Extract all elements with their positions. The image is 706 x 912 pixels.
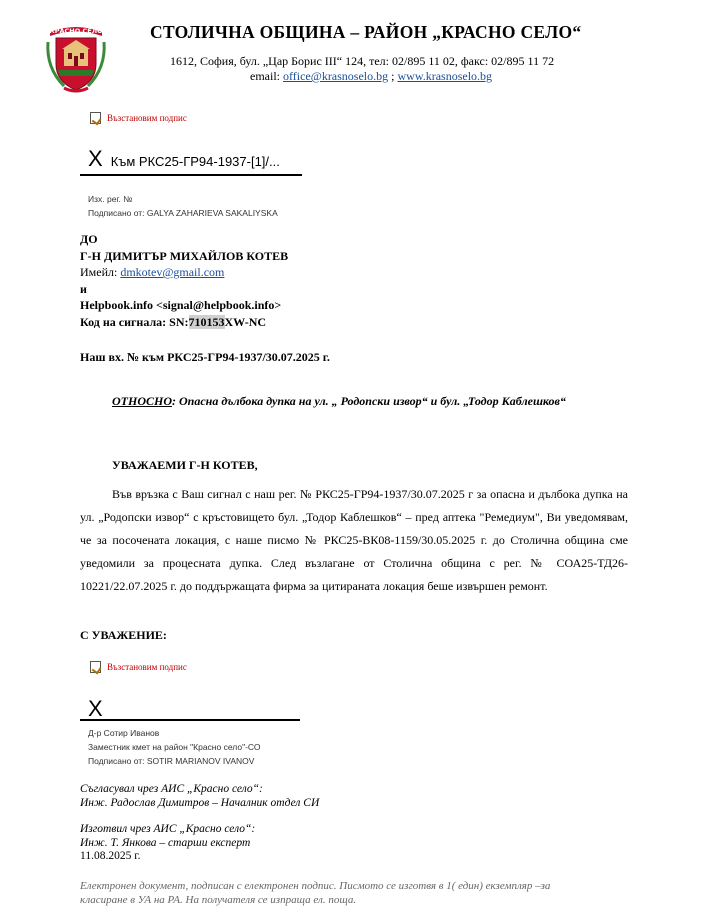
- restorable-signature-2[interactable]: [90, 661, 187, 673]
- contact-separator: ;: [388, 69, 398, 83]
- signature-reference: Към РКС25-ГР94-1937-[1]/...: [110, 154, 280, 169]
- restorable-signature-label: Възстановим подпис: [107, 662, 187, 672]
- organization-title: СТОЛИЧНА ОБЩИНА – РАЙОН „КРАСНО СЕЛО“: [150, 22, 582, 42]
- signal-code: [80, 314, 288, 331]
- signed-by-2: Подписано от: SOTIR MARIANOV IVANOV: [88, 756, 255, 766]
- recipient-block: [80, 231, 288, 330]
- website-link[interactable]: www.krasnoselo.bg: [397, 69, 493, 83]
- subject-text: : Опасна дълбока дупка на ул. „ Родопски извор“ и бул. „Тодор Каблешков“: [172, 394, 566, 408]
- email-prefix: email:: [250, 69, 283, 83]
- footer-note: Електронен документ, подписан с електронен подпис. Писмото се изготвя в 1( един) екземпляр –за класиране в УА на РА. На получателя се изпраща ел. поща.: [80, 880, 551, 906]
- organization-contacts: [250, 69, 492, 84]
- letter-body: Във връзка с Ваш сигнал с наш рег. № РКС25-ГР94-1937/30.07.2025 г за опасна и дълбока дупка на ул. „Родопски извор“ с кръстовището бул. „Тодор Каблешков“ – пред аптека "Ремедиум", Ви уведомявам, че за посочената локация, с наше писмо № РКС25-ВК08-1159/30.05.2025 г. до Столична община сме уведомили за процесната дупка. След възлагане от Столична община с рег. № СОА25-ТД26-10221/22.07.2025 г. до поддържащата фирма за цитираната локация беше извършен ремонт.: [80, 487, 628, 593]
- office-email-link[interactable]: office@krasnoselo.bg: [283, 69, 389, 83]
- signer-name: Д-р Сотир Иванов: [88, 728, 160, 738]
- closing: С УВАЖЕНИЕ:: [80, 628, 167, 642]
- signer-position: Заместник кмет на район "Красно село"-СО: [88, 742, 261, 752]
- recipient-and: и: [80, 281, 87, 296]
- agreed-line-2: Инж. Радослав Димитров – Началник отдел СИ: [80, 797, 320, 809]
- outgoing-reg-label: Изх. рег. №: [88, 194, 133, 204]
- district-crest-logo: [44, 20, 108, 94]
- recipient-email-link[interactable]: dmkotev@gmail.com: [120, 265, 225, 279]
- recipient-email-label: Имейл:: [80, 265, 121, 279]
- signature-icon: [90, 661, 101, 673]
- organization-address: 1612, София, бул. „Цар Борис III“ 124, тел: 02/895 11 02, факс: 02/895 11 72: [170, 54, 555, 68]
- signal-code-label: Код на сигнала: SN:: [80, 314, 189, 329]
- signature-x-mark: X: [88, 696, 103, 721]
- signed-by-1: Подписано от: GALYA ZAHARIEVA SAKALIYSKA: [88, 208, 278, 218]
- agreed-line-1: Съгласувал чрез АИС „Красно село“:: [80, 783, 263, 795]
- prepared-line-2: Инж. Т. Янкова – старши експерт: [80, 836, 251, 849]
- restorable-signature-1[interactable]: [90, 112, 187, 124]
- recipient-to: ДО: [80, 232, 98, 246]
- agreed-block: [80, 782, 319, 810]
- restorable-signature-label: Възстановим подпис: [107, 113, 187, 123]
- signature-line-2: [80, 719, 300, 721]
- salutation: УВАЖАЕМИ Г-Н КОТЕВ,: [112, 458, 258, 472]
- subject-label: ОТНОСНО: [112, 394, 172, 408]
- recipient-name: Г-Н ДИМИТЪР МИХАЙЛОВ КОТЕВ: [80, 248, 289, 263]
- recipient-helpbook: Helpbook.info <signal@helpbook.info>: [80, 298, 282, 312]
- recipient-email-row: [80, 264, 288, 281]
- prepared-block: [80, 823, 255, 864]
- prepared-line-1: Изготвил чрез АИС „Красно село“:: [80, 823, 256, 835]
- signature-x-mark: X: [88, 146, 103, 171]
- prepared-date: 11.08.2025 г.: [80, 850, 141, 862]
- subject-line: [112, 394, 566, 409]
- svg-text:КРАСНО СЕЛО: КРАСНО СЕЛО: [49, 27, 103, 35]
- signature-icon: [90, 112, 101, 124]
- signal-code-rest: XW-NC: [224, 314, 267, 329]
- signature-field-1[interactable]: [88, 146, 280, 172]
- signature-line-1: [80, 174, 302, 176]
- signal-code-highlight: 710153: [188, 314, 225, 329]
- our-reference: Наш вх. № към РКС25-ГР94-1937/30.07.2025 г.: [80, 350, 330, 364]
